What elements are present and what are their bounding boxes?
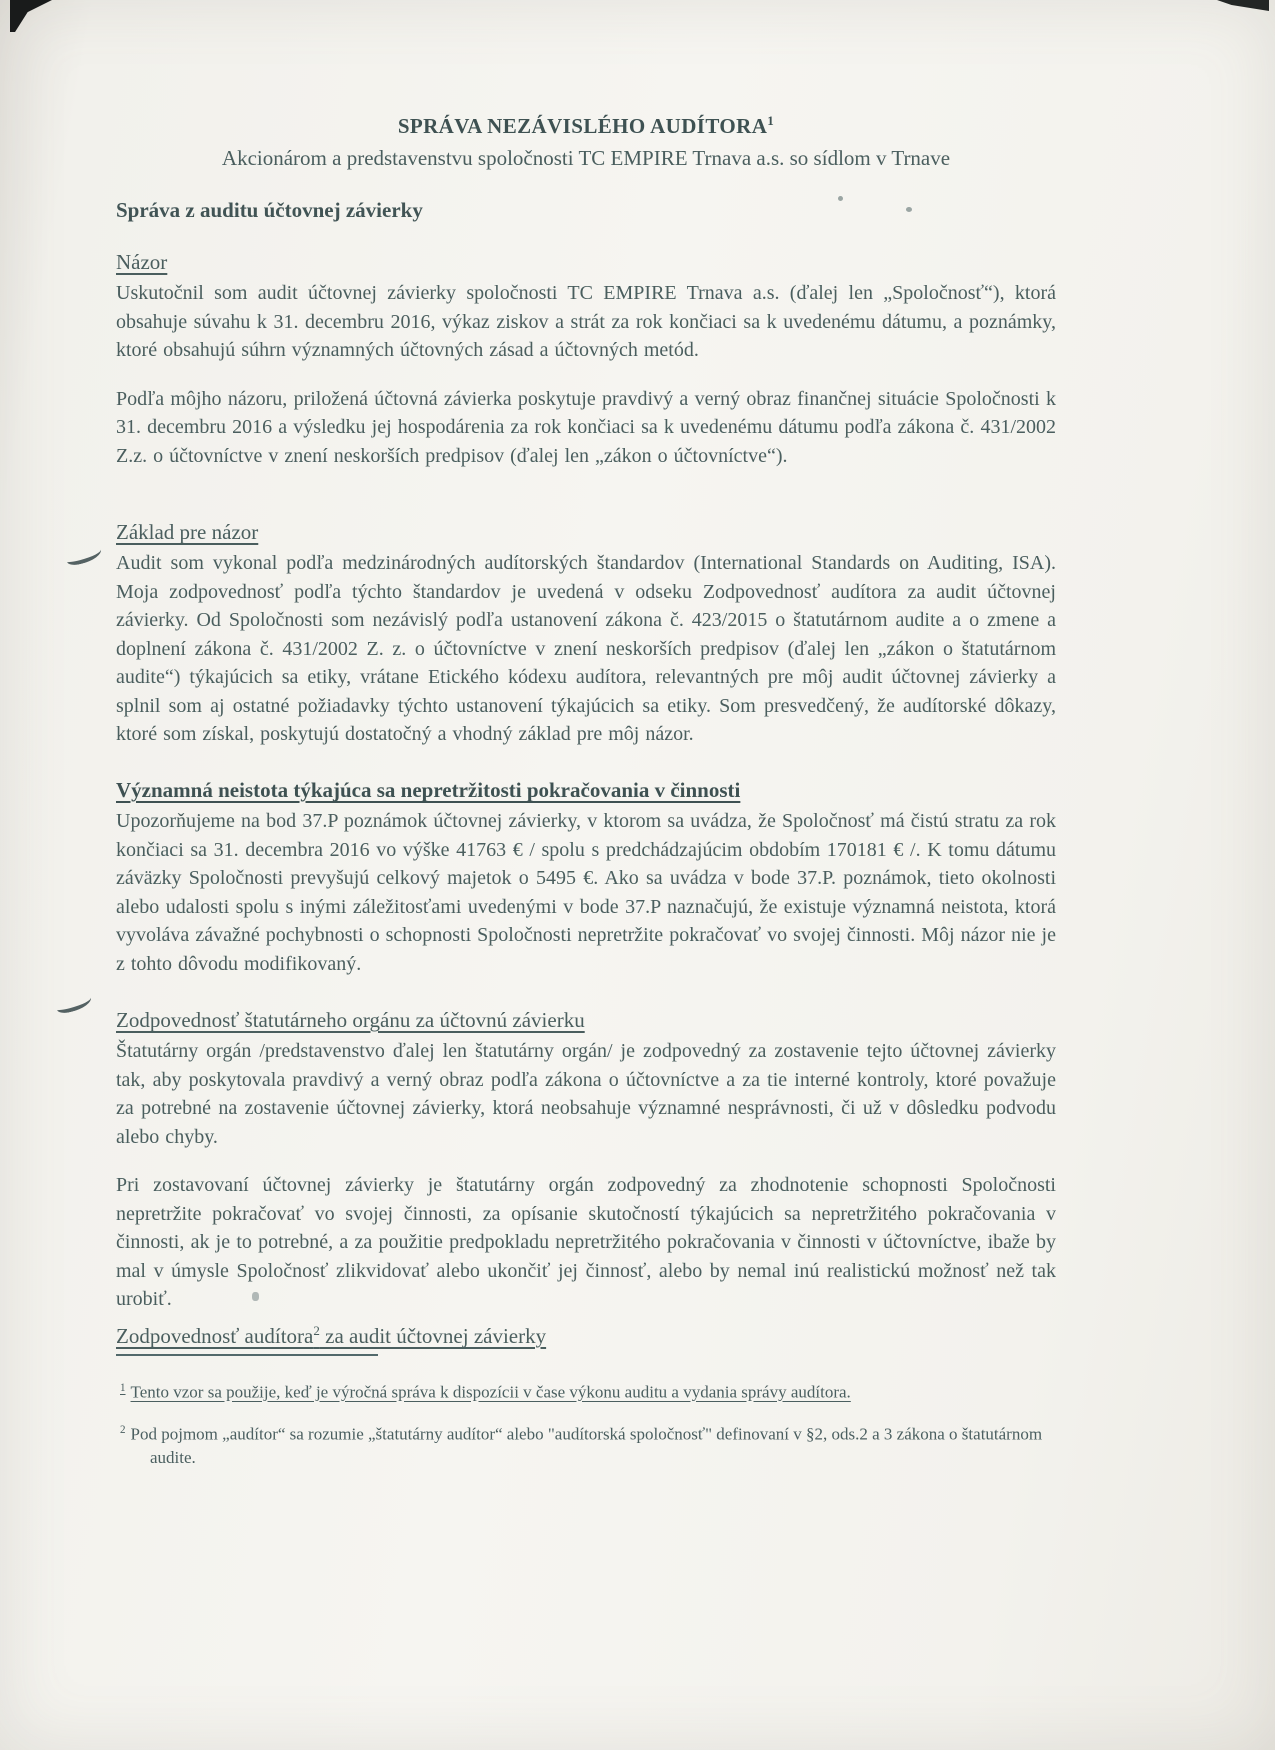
section-heading-statutory-body-responsibility: Zodpovednosť štatutárneho orgánu za účtovnú závierku	[116, 1008, 585, 1032]
paragraph-going-concern: Upozorňujeme na bod 37.P poznámok účtovnej závierky, v ktorom sa uvádza, že Spoločnosť má čistú stratu za rok končiaci sa 31. decembra 2016 vo výške 41763 € / spolu s predchádzajúcim obdobím 170181 € /. K tomu dátumu záväzky Spoločnosti prevyšujú celkový majetok o 5495 €. Ako sa uvádza v bode 37.P. poznámok, tieto okolnosti alebo udalosti spolu s inými záležitosťami uvedenými v bode 37.P naznačujú, že existuje významná neistota, ktorá vyvoláva závažné pochybnosti o schopnosti Spoločnosti nepretržite pokračovať vo svojej činnosti. Môj názor nie je z tohto dôvodu modifikovaný.	[116, 810, 1056, 975]
paragraph-statutory-responsibility-2: Pri zostavovaní účtovnej závierky je štatutárny orgán zodpovedný za zhodnotenie schopnosti Spoločnosti nepretržite pokračovať vo svojej činnosti, za opísanie skutočností týkajúcich sa nepretržitého pokračovania v činnosti, ak je to potrebné, a za použitie predpokladu nepretržitého pokračovania v činnosti v účtovníctve, ibaže by mal v úmysle Spoločnosť zlikvidovať alebo ukončiť jej činnosť, alebo by nemal inú realistickú možnosť než tak urobiť.	[116, 1174, 1056, 1310]
footnote-1	[116, 1376, 1056, 1405]
footnote-2-text: Pod pojmom „audítor“ sa rozumie „štatutárny audítor“ alebo "audítorská spoločnosť" definovaní v §2, ods.2 a 3 zákona o štatutárnom audite.	[130, 1424, 1043, 1468]
section-heading-going-concern-uncertainty: Významná neistota týkajúca sa nepretržitosti pokračovania v činnosti	[116, 778, 741, 802]
paragraph-opinion-2: Podľa môjho názoru, priložená účtovná závierka poskytuje pravdivý a verný obraz finančnej situácie Spoločnosti k 31. decembru 2016 a výsledku jej hospodárenia za rok končiaci sa k uvedenému dátumu podľa zákona č. 431/2002 Z.z. o účtovníctve v znení neskorších predpisov (ďalej len „zákon o účtovníctve“).	[116, 387, 1056, 467]
heading-text-post: za audit účtovnej závierky	[319, 1324, 547, 1348]
paragraph-basis-for-opinion: Audit som vykonal podľa medzinárodných audítorských štandardov (International Standards on Auditing, ISA). Moja zodpovednosť podľa týchto štandardov je uvedená v odseku Zodpovednosť audítora za audit účtovnej závierky. Od Spoločnosti som nezávislý podľa ustanovení zákona č. 423/2015 o štatutárnom audite a o zmene a doplnení zákona č. 431/2002 Z. z. o účtovníctve v znení neskorších predpisov (ďalej len „zákon o štatutárnom audite“) týkajúcich sa etiky, vrátane Etického kódexu audítora, relevantných pre môj audit účtovnej závierky a splnil som aj ostatné požiadavky týchto ustanovení týkajúcich sa etiky. Som presvedčený, že audítorské dôkazy, ktoré som získal, poskytujú dostatočný a vhodný základ pre môj názor.	[116, 552, 1056, 745]
addressee-line: Akcionárom a predstavenstvu spoločnosti TC EMPIRE Trnava a.s. so sídlom v Trnave	[221, 146, 951, 170]
footnote-2	[116, 1418, 1056, 1471]
heading-text-pre: Zodpovednosť audítora	[116, 1324, 314, 1348]
section-basis-for-opinion	[116, 518, 1056, 749]
section-heading-opinion: Názor	[116, 250, 168, 274]
footnotes	[116, 1354, 1056, 1470]
footnote-divider	[116, 1354, 378, 1356]
scan-speck	[838, 196, 843, 201]
document-title-text: SPRÁVA NEZÁVISLÉHO AUDÍTORA	[397, 114, 768, 138]
footnote-1-text: Tento vzor sa použije, keď je výročná správa k dispozícii v čase výkonu auditu a vydania správy audítora.	[130, 1382, 851, 1402]
section-going-concern-uncertainty	[116, 776, 1056, 978]
section-statutory-body-responsibility	[116, 1006, 1056, 1314]
report-heading: Správa z auditu účtovnej závierky	[116, 198, 423, 222]
section-opinion	[116, 248, 1056, 470]
footnote-2-marker: 2	[120, 1423, 126, 1436]
title-footnote-ref: 1	[767, 113, 775, 128]
heading-footnote-ref: 2	[313, 1323, 320, 1338]
paragraph-opinion-1: Uskutočnil som audit účtovnej závierky spoločnosti TC EMPIRE Trnava a.s. (ďalej len „Spoločnosť“), ktorá obsahuje súvahu k 31. decembru 2016, výkaz ziskov a strát za rok končiaci sa k uvedenému dátumu, a poznámky, ktoré obsahujú súhrn významných účtovných zásad a účtovných metód.	[116, 282, 1056, 361]
paragraph-statutory-responsibility-1: Štatutárny orgán /predstavenstvo ďalej len štatutárny orgán/ je zodpovedný za zostavenie tejto účtovnej závierky tak, aby poskytovala pravdivý a verný obraz podľa zákona o účtovníctve a za tie interné kontroly, ktoré považuje za potrebné na zostavenie účtovnej závierky, ktorá neobsahuje významné nesprávnosti, či už v dôsledku podvodu alebo chyby.	[116, 1040, 1056, 1148]
document-header	[116, 106, 1056, 173]
section-heading-auditor-responsibility	[116, 1316, 1056, 1351]
section-auditor-responsibility	[116, 1316, 1056, 1351]
section-heading-basis-for-opinion: Základ pre názor	[116, 520, 259, 544]
scan-speck	[252, 1292, 259, 1301]
scan-speck	[906, 207, 912, 212]
footnote-1-marker: 1	[120, 1382, 126, 1394]
document-title	[116, 106, 1056, 141]
